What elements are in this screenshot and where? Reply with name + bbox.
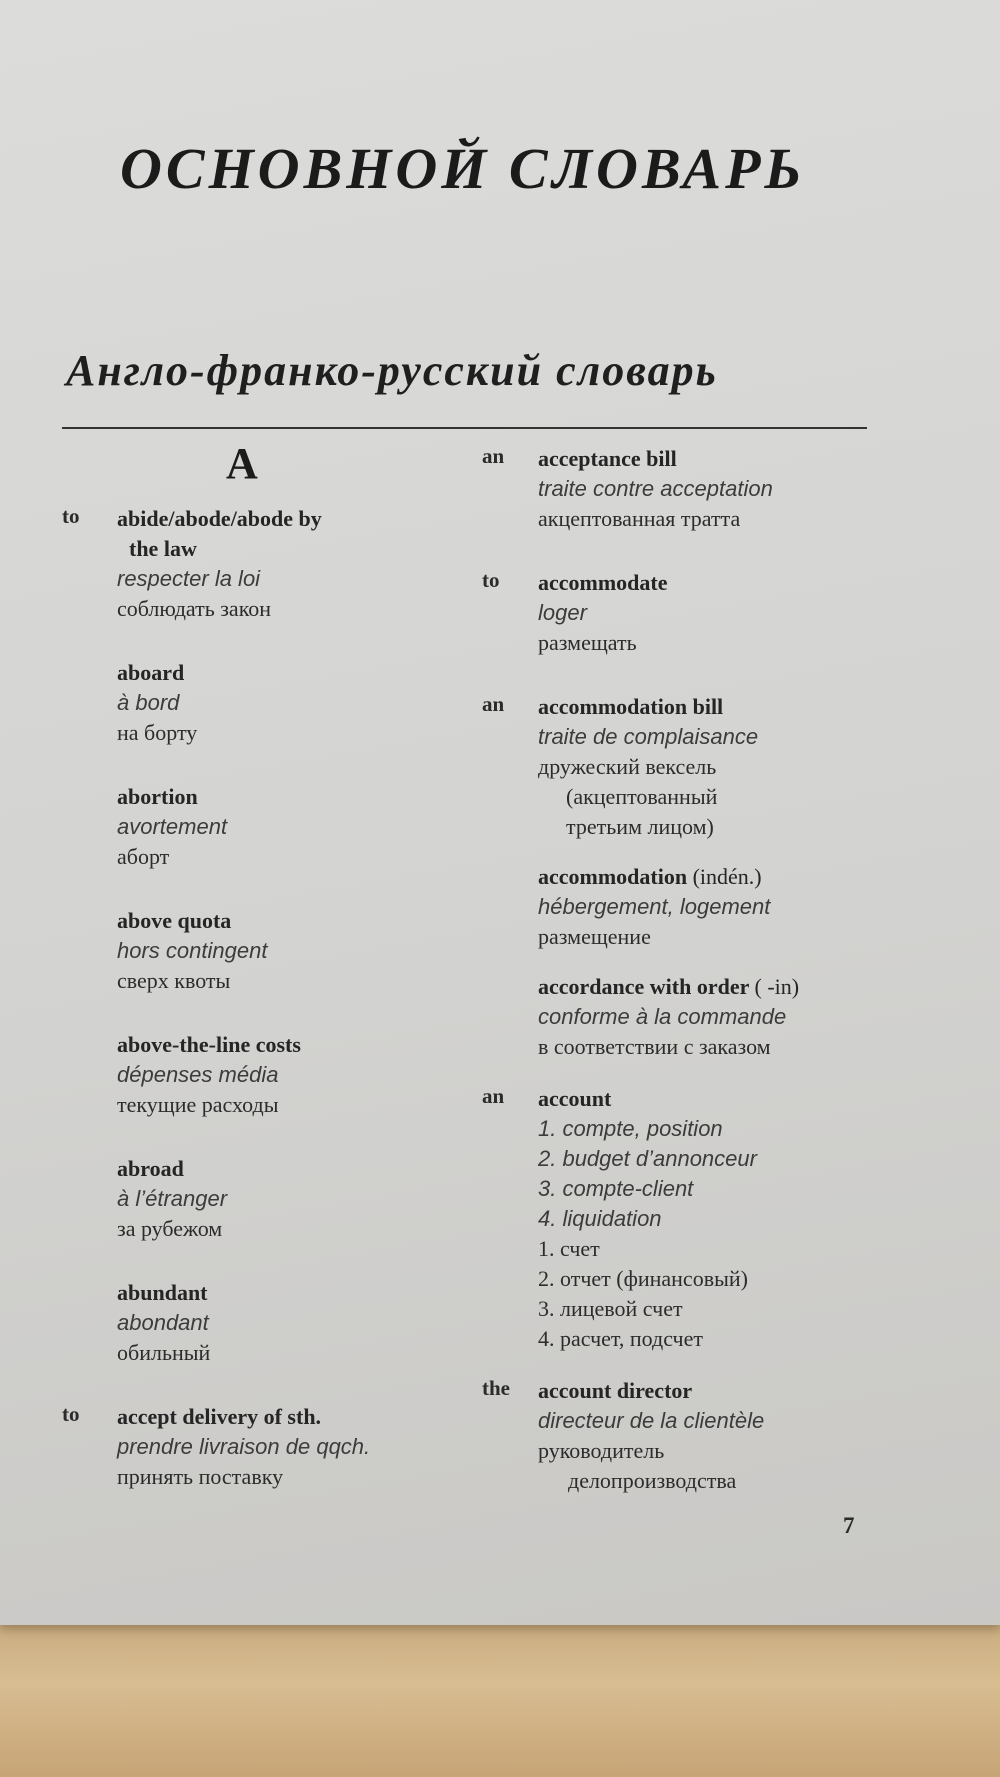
entry-headword <box>538 972 892 1002</box>
page-number: 7 <box>843 1513 855 1538</box>
entry-russian: принять поставку <box>117 1464 284 1489</box>
entry-article: an <box>482 1084 505 1108</box>
dictionary-entry <box>482 444 892 534</box>
entry-russian: текущие расходы <box>117 1092 279 1117</box>
entry-french: 2. budget d’annonceur <box>538 1146 757 1171</box>
entry-article: to <box>62 504 80 528</box>
entry-french: hors contingent <box>117 938 268 963</box>
entry-russian-cont: (акцептованный <box>566 784 718 809</box>
entry-headword: abundant <box>117 1280 208 1305</box>
dictionary-entry <box>482 972 892 1062</box>
entry-article: to <box>62 1402 80 1426</box>
entry-french: avortement <box>117 814 228 839</box>
entry-headword: acceptance bill <box>538 446 677 471</box>
dictionary-entry <box>482 692 892 842</box>
entry-headword: accommodate <box>538 570 668 595</box>
entry-headword <box>117 504 482 564</box>
entry-headword: accept delivery of sth. <box>117 1404 322 1429</box>
entry-headword: abroad <box>117 1156 184 1181</box>
entry-russian-cont: делопроизводства <box>568 1468 737 1493</box>
entry-russian: размещение <box>538 924 651 949</box>
dictionary-entry <box>62 504 482 624</box>
entry-french: traite contre acceptation <box>538 476 773 501</box>
headword-line: abide/abode/abode by <box>117 506 322 531</box>
entry-russian: акцептованная тратта <box>538 506 741 531</box>
entry-russian: размещать <box>538 630 637 655</box>
entry-french: 4. liquidation <box>538 1206 662 1231</box>
headword-continuation: the law <box>129 536 197 561</box>
dictionary-entry <box>62 1278 482 1368</box>
entry-french: 1. compte, position <box>538 1116 723 1141</box>
entry-french: à bord <box>117 690 180 715</box>
entry-french: directeur de la clientèle <box>538 1408 765 1433</box>
entry-russian: в соответствии с заказом <box>538 1034 771 1059</box>
entry-french: prendre livraison de qqch. <box>117 1434 371 1459</box>
headword-text: accommodation <box>538 864 688 889</box>
headword-note: (indén.) <box>692 864 762 889</box>
entry-russian: 4. расчет, подсчет <box>538 1326 703 1351</box>
entry-french: loger <box>538 600 587 625</box>
entry-headword: account <box>538 1086 612 1111</box>
headword-note: ( -in) <box>754 974 800 999</box>
entry-french: respecter la loi <box>117 566 261 591</box>
entry-russian: 3. лицевой счет <box>538 1296 683 1321</box>
entry-french: conforme à la commande <box>538 1004 787 1029</box>
entry-russian: за рубежом <box>117 1216 223 1241</box>
entry-headword: above-the-line costs <box>117 1032 301 1057</box>
right-column <box>482 444 892 1530</box>
entry-french: hébergement, logement <box>538 894 771 919</box>
entry-headword: above quota <box>117 908 232 933</box>
entry-russian: соблюдать закон <box>117 596 272 621</box>
entry-russian: дружеский вексель <box>538 754 717 779</box>
entry-russian: руководитель <box>538 1438 665 1463</box>
horizontal-rule <box>62 427 867 429</box>
dictionary-entry <box>482 568 892 658</box>
headword-text: accordance with order <box>538 974 749 999</box>
entry-headword: account director <box>538 1378 693 1403</box>
entry-russian: обильный <box>117 1340 211 1365</box>
dictionary-entry <box>62 906 482 996</box>
entry-french: à l’étranger <box>117 1186 228 1211</box>
entry-headword: abortion <box>117 784 198 809</box>
entry-headword: accommodation bill <box>538 694 724 719</box>
entry-headword: aboard <box>117 660 185 685</box>
entry-article: the <box>482 1376 510 1400</box>
entry-russian: аборт <box>117 844 170 869</box>
dictionary-subtitle: Англо-франко-русский словарь <box>66 346 718 395</box>
entry-russian: на борту <box>117 720 198 745</box>
section-letter: А <box>226 439 258 488</box>
left-column <box>62 504 482 1526</box>
entry-french: traite de complaisance <box>538 724 759 749</box>
entry-article: an <box>482 692 505 716</box>
entry-russian: сверх квоты <box>117 968 231 993</box>
dictionary-entry <box>482 1084 892 1354</box>
entry-article: to <box>482 568 500 592</box>
entry-russian-cont: третьим лицом) <box>566 814 714 839</box>
table-surface <box>0 1620 1000 1777</box>
entry-french: abondant <box>117 1310 209 1335</box>
dictionary-entry <box>482 1376 892 1496</box>
entry-headword <box>538 862 892 892</box>
main-title: ОСНОВНОЙ СЛОВАРЬ <box>120 136 806 201</box>
dictionary-entry <box>62 1402 482 1492</box>
dictionary-entry <box>62 658 482 748</box>
dictionary-entry <box>62 1154 482 1244</box>
entry-russian: 1. счет <box>538 1236 600 1261</box>
entry-french: 3. compte-client <box>538 1176 694 1201</box>
entry-russian: 2. отчет (финансовый) <box>538 1266 748 1291</box>
entry-french: dépenses média <box>117 1062 279 1087</box>
entry-article: an <box>482 444 505 468</box>
dictionary-entry <box>482 862 892 952</box>
dictionary-entry <box>62 782 482 872</box>
dictionary-entry <box>62 1030 482 1120</box>
